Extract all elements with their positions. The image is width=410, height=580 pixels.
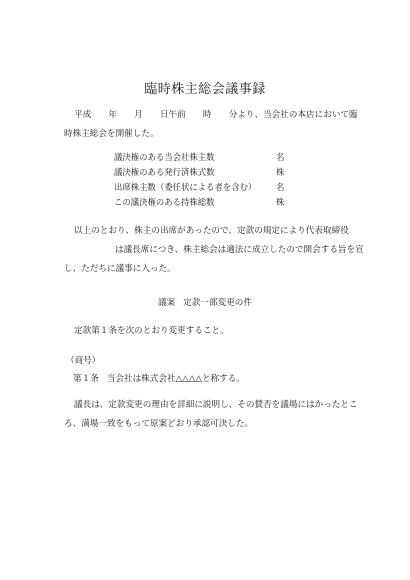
article-text: 当会社は株式会社△△△△と称する。 [106, 374, 245, 384]
opening-paragraph: 平成 年 月 日午前 時 分より、当会社の本店において臨時株主総会を開催した。 [64, 110, 358, 139]
stat-label: 議決権のある当会社株主数 [114, 152, 215, 162]
agenda-label: 議案 [158, 298, 176, 308]
stat-row [114, 165, 314, 180]
quorum-line: し、ただちに議事に入った。 [64, 264, 176, 274]
quorum-line: 以上のとおり、株主の出席があったので、定款の規定により代表取締役 [74, 226, 349, 236]
stat-unit: 名 [276, 152, 285, 162]
stat-label: 議決権のある発行済株式数 [114, 167, 215, 177]
attendance-stats [114, 150, 314, 210]
stat-row [114, 150, 314, 165]
stat-unit: 名 [276, 182, 285, 192]
agenda-heading [0, 296, 410, 308]
article-number: 第１条 [73, 374, 99, 384]
stat-unit: 株 [276, 167, 285, 177]
agenda-title: 定款一部変更の件 [183, 298, 252, 308]
amendment-intro: 定款第１条を次のとおり変更すること。 [74, 326, 229, 336]
quorum-line: は議長席につき、株主総会は適法に成立したので開会する旨を宣 [115, 245, 364, 255]
stat-label: 出席株主数（委任状による者を含む） [114, 182, 257, 192]
stat-row [114, 195, 314, 210]
document-title: 臨時株主総会議事録 [144, 82, 266, 97]
section-label: （商号） [66, 356, 101, 366]
article-line [73, 372, 245, 384]
stat-label: この議決権のある持株総数 [114, 197, 215, 207]
stat-unit: 株 [276, 197, 285, 207]
stat-row [114, 180, 314, 195]
resolution-paragraph: 議長は、定款変更の理由を詳細に説明し、その賛否を議場にはかったところ、満場一致をもって原案どおり承認可決した。 [64, 400, 358, 429]
quorum-paragraph [64, 222, 364, 279]
